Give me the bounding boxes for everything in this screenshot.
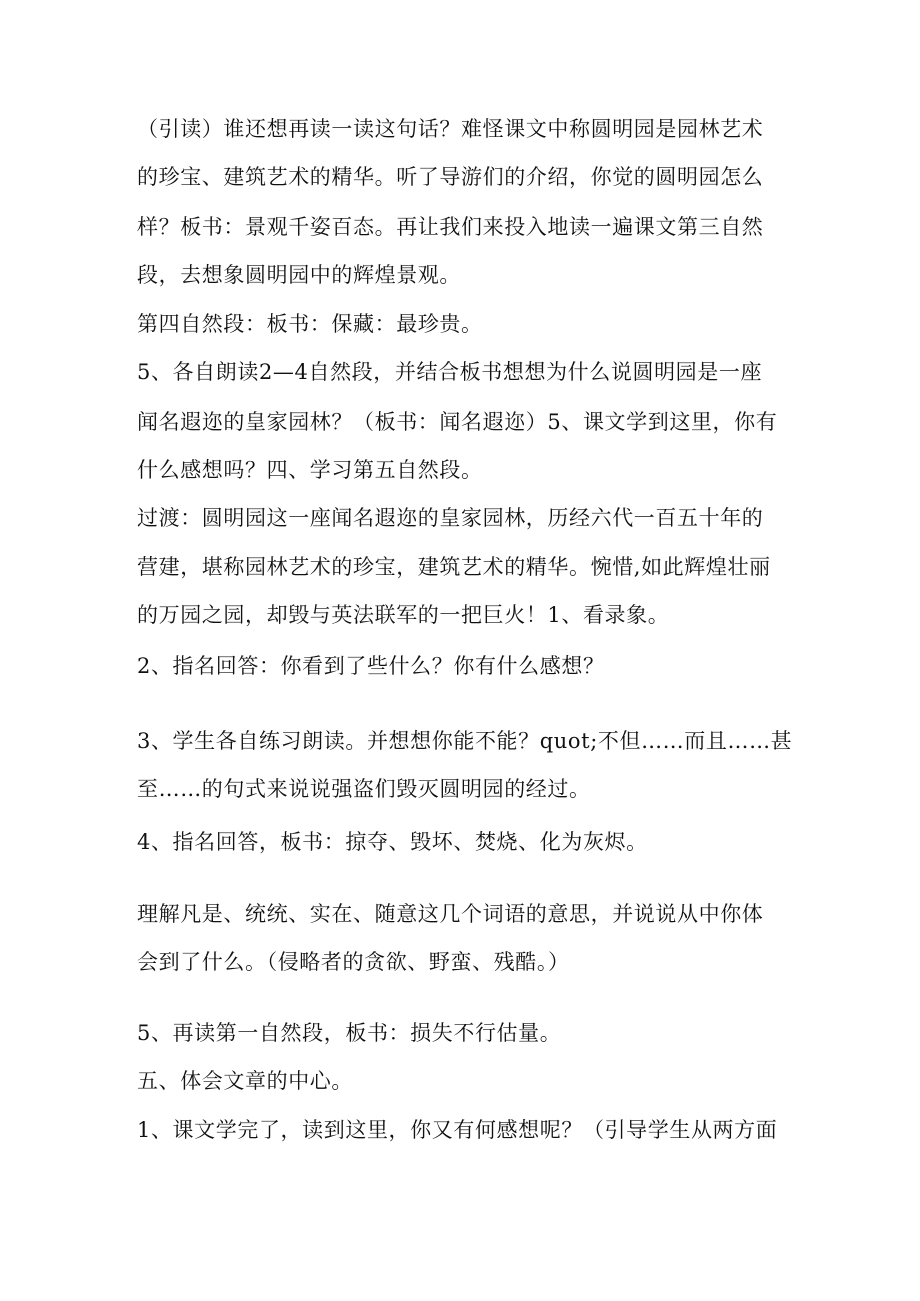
text-line: 5、再读第一自然段，板书：损失不行估量。 [137, 1021, 562, 1045]
text-line: 的万园之园，却毁与英法联军的一把巨火！1、看录象。 [137, 603, 670, 627]
text-line: 段，去想象圆明园中的辉煌景观。 [137, 263, 461, 287]
text-line: 第四自然段：板书：保藏：最珍贵。 [137, 312, 483, 336]
text-line: 5、各自朗读2—4自然段，并结合板书想想为什么说圆明园是一座 [137, 360, 763, 384]
text-line: 理解凡是、统统、实在、随意这几个词语的意思，并说说从中你体 [137, 902, 764, 926]
text-line: 闻名遐迩的皇家园林？（板书：闻名遐迩）5、课文学到这里，你有 [137, 410, 778, 434]
text-line: 的珍宝、建筑艺术的精华。听了导游们的介绍，你觉的圆明园怎么 [137, 165, 764, 189]
text-line: 1、课文学完了，读到这里，你又有何感想呢？（引导学生从两方面 [137, 1118, 778, 1142]
text-line: 会到了什么。（侵略者的贪欲、野蛮、残酷。） [137, 950, 570, 974]
text-line: 营建，堪称园林艺术的珍宝，建筑艺术的精华。惋惜,如此辉煌壮丽 [137, 555, 771, 579]
text-line: 什么感想吗？四、学习第五自然段。 [137, 458, 483, 482]
text-line: 4、指名回答，板书：掠夺、毁坏、焚烧、化为灰烬。 [137, 830, 648, 854]
text-line: 至……的句式来说说强盗们毁灭圆明园的经过。 [137, 777, 591, 801]
text-line: 过渡：圆明园这一座闻名遐迩的皇家园林，历经六代一百五十年的 [137, 506, 764, 530]
text-line: 五、体会文章的中心。 [137, 1069, 353, 1093]
text-line: 3、学生各自练习朗读。并想想你能不能？quot;不但……而且……甚 [137, 729, 793, 753]
text-line: 2、指名回答：你看到了些什么？你有什么感想？ [137, 654, 605, 678]
text-line: （引读）谁还想再读一读这句话？难怪课文中称圆明园是园林艺术 [137, 117, 764, 141]
text-line: 样？板书：景观千姿百态。再让我们来投入地读一遍课文第三自然 [137, 215, 764, 239]
